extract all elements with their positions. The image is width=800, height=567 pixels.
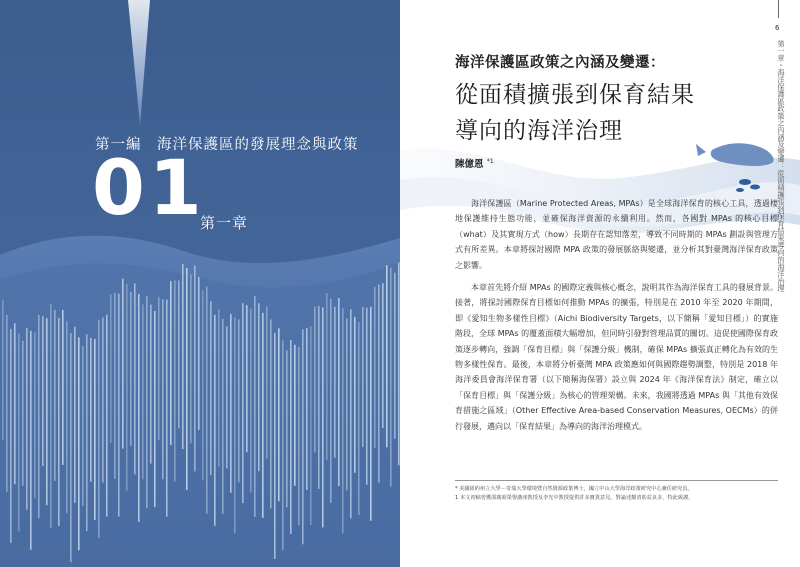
wave-bar (242, 303, 244, 503)
wave-bar (390, 268, 392, 487)
wave-bar (158, 297, 160, 440)
wave-bar (150, 305, 152, 464)
wave-bar (178, 280, 180, 428)
wave-bar (22, 341, 24, 486)
wave-bar (346, 318, 348, 490)
wave-bar (386, 265, 388, 447)
wave-bar (154, 311, 156, 507)
wave-bar (238, 319, 240, 482)
wave-bar (78, 337, 80, 550)
wave-bar (294, 345, 296, 486)
wave-bar (174, 280, 176, 481)
wave-bar (338, 298, 340, 486)
wave-bar (86, 334, 88, 531)
chapter-title (455, 77, 695, 149)
author (455, 156, 494, 170)
wave-bar (162, 299, 164, 479)
wave-bar (106, 315, 108, 517)
wave-bar (234, 317, 236, 533)
wave-bar (362, 307, 364, 447)
wave-bar (266, 306, 268, 458)
wave-bar (82, 346, 84, 506)
wave-bar (114, 293, 116, 479)
chapter-text-page (400, 0, 800, 567)
wave-bar (70, 333, 72, 562)
author-name: 陳億恩 (455, 159, 484, 170)
body-text (455, 196, 778, 441)
wave-bar (126, 284, 128, 491)
wave-bar (14, 323, 16, 484)
paragraph-2: 本章首先將介紹 MPAs 的國際定義與核心概念，說明其作為海洋保育工具的發展背景。接著，將探討國際保育目標如何推動 MPAs 的擴張，特別是在 2010 年至 2020 年期間，即《愛知生物多樣性目標》（Aichi Biodiversity Targets，以下簡稱「愛知目標」）的實施階段，全球 MPAs 的覆蓋面積大幅增加，但同時引發對管理品質的關切。這促使國際保育政策逐步轉向，強調「保育目標」與「保護分級」機制，確保 MPAs 擴張真正轉化為有效的生物多樣性保育。最後，本章將分析臺灣 MPA 政策應如何與國際趨勢調整，特別是 2018 年海洋委員會海洋保育署（以下簡稱海保署）設立與 2024 年《海洋保育法》制定，確立以「保育目標」與「保護分級」為核心的管理架構。未來，我國將透過 MPAs 與「其他有效保育措施之區域」（Other Effective Area-based Conservation Measures, OECMs）的併行發展，邁向以「保育結果」為導向的海洋治理模式。 (455, 283, 778, 431)
wave-bar (90, 338, 92, 482)
wave-bar (326, 293, 328, 460)
wave-bar (214, 315, 216, 526)
wave-bar (306, 328, 308, 490)
wave-bar (286, 350, 288, 507)
wave-bar (270, 319, 272, 508)
running-head: 第一章・海洋保護區政策之內涵及變遷：從面積擴張到保育結果導向的海洋治理 (777, 40, 786, 292)
wave-bar (322, 307, 324, 527)
wave-bar (190, 274, 192, 443)
wave-bar (334, 307, 336, 458)
wave-bar (134, 283, 136, 474)
part-title: 第一編 海洋保護區的發展理念與政策 (95, 137, 359, 153)
wave-bar (202, 290, 204, 480)
subtitle-kicker: 海洋保護區政策之內涵及變遷： (455, 55, 665, 71)
wave-bar (222, 319, 224, 514)
wave-bar (262, 313, 264, 518)
footnote-author: * 美國紐約州立大學－奇瑞大學環境暨自然資源政策博士，國立中山大學海洋政策研究中心兼任研究員。 (455, 486, 693, 492)
wave-bar (130, 292, 132, 446)
wave-bar (254, 296, 256, 517)
wave-bar (10, 329, 12, 543)
wave-bar (94, 339, 96, 520)
wave-bar (282, 340, 284, 550)
footnote-1: 1 本文初稿曾獲邵廣昭榮譽講座教授及李光中教授提供許多寶貴意見，對論述釐清助益良多，特此致謝。 (455, 495, 694, 501)
wave-bar (226, 326, 228, 468)
wave-bar (194, 265, 196, 471)
paragraph-1: 海洋保護區（Marine Protected Areas, MPAs）是全球海洋保育的核心工具，透過棲地保護維持生態功能，並確保海洋資源的永續利用。然而，各國對 MPAs 的核心目標（what）及其實現方式（how）長期存在認知落差，導致不同時期的 MPAs 劃設與管理方式有所差異。本章將探討國際 MPA 政策的發展脈絡與變遷，並分析其對臺灣海洋保育政策之影響。 (455, 199, 778, 270)
wave-bar (354, 317, 356, 473)
wave-bar (230, 314, 232, 493)
wave-bar (198, 277, 200, 430)
wave-bar (74, 327, 76, 503)
wave-bar (298, 347, 300, 525)
wave-bar (246, 305, 248, 452)
wave-bar (118, 294, 120, 517)
wave-bar (54, 310, 56, 481)
wave-bar (210, 301, 212, 475)
wave-bar (142, 304, 144, 479)
wave-bar (6, 315, 8, 492)
wave-bar (310, 326, 312, 525)
chapter-title-line-2: 導向的海洋治理 (455, 118, 623, 144)
footnotes (455, 480, 778, 503)
wave-bar (378, 285, 380, 483)
wave-bar (42, 316, 44, 466)
wave-bar (102, 318, 104, 483)
wave-bar (50, 304, 52, 528)
wave-bar (18, 333, 20, 531)
whale-icon (696, 143, 774, 166)
page-number: 6 (775, 24, 780, 32)
wave-bar (62, 310, 64, 465)
wave-bar (250, 309, 252, 493)
wave-bar (26, 328, 28, 510)
wave-bar (122, 279, 124, 449)
wave-bar (374, 287, 376, 448)
wave-bar (146, 296, 148, 508)
wave-bar (206, 287, 208, 514)
wave-bar (182, 264, 184, 449)
wave-bar (318, 306, 320, 489)
wave-bar (2, 300, 4, 440)
wave-bar (302, 329, 304, 544)
wave-bar (98, 320, 100, 538)
author-footnote-mark: *1 (486, 157, 494, 165)
wave-bar (110, 294, 112, 443)
wave-bar (166, 300, 168, 517)
wave-bar (170, 281, 172, 445)
wave-bar (30, 331, 32, 550)
wave-bar (58, 318, 60, 526)
wave-bar (186, 268, 188, 490)
wave-bar (34, 332, 36, 498)
wave-bar (46, 318, 48, 505)
wave-bar (394, 273, 396, 439)
wave-bar (370, 307, 372, 521)
chapter-label: 第一章 (200, 214, 249, 232)
wave-bar (342, 308, 344, 533)
chapter-title-line-1: 從面積擴張到保育結果 (455, 82, 695, 108)
wave-bar (330, 299, 332, 503)
wave-bar (278, 328, 280, 501)
wave-bar (290, 340, 292, 534)
wave-bar (366, 308, 368, 485)
wave-bar (218, 309, 220, 467)
wave-bar (314, 307, 316, 453)
wave-bar (382, 283, 384, 428)
wave-bar (38, 315, 40, 518)
wave-bar (274, 333, 276, 559)
page-edge-rule (778, 0, 779, 18)
wave-bar (358, 322, 360, 515)
wave-bar (138, 294, 140, 522)
chapter-number: 01 (92, 143, 206, 232)
wave-bar (350, 309, 352, 518)
wave-bar (66, 321, 68, 513)
wave-bar (258, 303, 260, 471)
